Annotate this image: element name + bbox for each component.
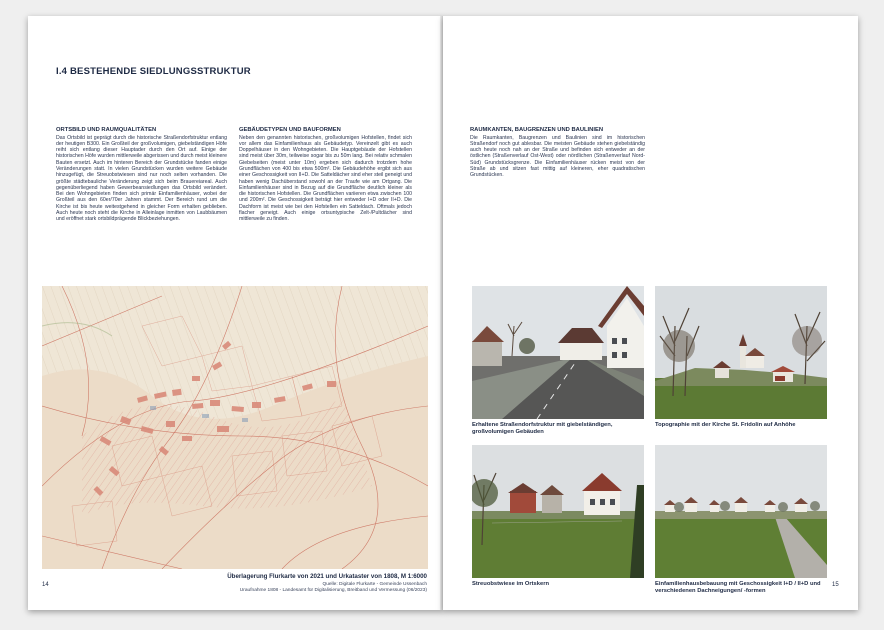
column-heading: GEBÄUDETYPEN UND BAUFORMEN	[239, 127, 341, 133]
photo-single-family-houses	[655, 445, 827, 578]
photo-caption: Streuobstwiese im Ortskern	[472, 581, 549, 587]
column-text: Neben den genannten historischen, großvolumigen Hofstellen, findet sich vor allem das Einfamilienhaus als Gebäudetyp. Vereinzelt gibt es auch Doppelhäuser in den Wohngebieten. Die Hauptgebäude der Hofstellen sind meist über 30m, teilweise sogar bis zu 50m lang. Bei relativ schmalen Giebelseiten (meist unter 10m) ergeben sich dadurch trotzdem hohe Grundflächen von 400 bis etwa 500m². Die Gebäudehöhe ergibt sich aus einer Geschossigkeit von II+D. Die Satteldächer sind eher steil geneigt und haben wenig Dachüberstand sowohl an der Traufe wie am Ortgang. Die Einfamilienhäuser sind in Bezug auf die Grundfläche deutlich kleiner als die historischen Hofstellen. Die Grundflächen variieren etwa zwischen 100 und 200m². Die Geschossigkeit beträgt hier entweder I+D oder II+D. Die Dachform ist meist wie bei den Hofstellen ein Satteldach. Oftmals jedoch flacher geneigt. Auch einige ortsuntypische Zelt-/Pultdächer sind mittlerweile zu finden.	[239, 134, 412, 223]
historic-map-image	[42, 286, 428, 569]
page-number-left: 14	[42, 582, 49, 588]
map-source-line: Quelle: Digitale Flurkarte - Gemeinde Ussenbach	[322, 582, 427, 587]
page-number-right: 15	[832, 582, 839, 588]
column-heading: ORTSBILD UND RAUMQUALITÄTEN	[56, 127, 157, 133]
photo-street	[472, 286, 644, 419]
column-heading: RAUMKANTEN, BAUGRENZEN UND BAULINIEN	[470, 127, 604, 133]
photo-caption: Topographie mit der Kirche St. Fridolin auf Anhöhe	[655, 422, 796, 428]
column-text: Die Raumkanten, Baugrenzen und Baulinien sind im historischen Straßendorf noch gut ablesbar. Die meisten Gebäude stehen giebelständig auch heute noch nah an der Straße und befinden sich entweder an der östlichen (Straßenverlauf Ost-West) oder nördlichen (Straßenverlauf Nord- Süd) Grundstücksgrenze. Die Einfamilienhäuser rücken meist von der Straße ab und sitzen fast mittig auf kleineren, eher quadratischen Grundstücken.	[470, 134, 645, 179]
photo-caption: Erhaltene Straßendorfstruktur mit giebelständigen, großvolumigen Gebäuden	[472, 422, 613, 435]
column-text: Das Ortsbild ist geprägt durch die historische Straßendorfstruktur entlang der heutigen B300. Ein Großteil der großvolumigen, giebelständigen Höfe reiht sich entlang dieser Hauptader durch den Ort auf. Einige der historischen Höfe wurden mittlerweile abgerissen und durch meist kleinere Bauten ersetzt. Auch im hinteren Bereich der Grundstücke fanden einige Veränderungen statt. In vielen Grundstücken wurden weitere Gebäude hinzugefügt, die Streuobstwiesen sind nur noch selten vorhanden. Die größte städtebauliche Veränderung zeigt sich beim Brauereiareal. Auch gegenüberliegend haben Gewerbeansiedlungen das Ortsbild verändert. Bei den Wohngebieten finden sich primär Einfamilienhäuser, wobei der Großteil aus den 60er/70er Jahren stammt. Der Bereich rund um die Kirche ist bis heute weitestgehend in gleicher Form erhalten geblieben. Auch heute noch steht die Kirche in Alleinlage inmitten von Laubbäumen und eröffnet stark ortsbildprägende Blickbeziehungen.	[56, 134, 227, 223]
map-caption: Überlagerung Flurkarte von 2021 und Urkataster von 1808, M 1:6000	[227, 573, 427, 580]
section-title: I.4 BESTEHENDE SIEDLUNGSSTRUKTUR	[56, 66, 251, 77]
right-page	[443, 16, 858, 610]
photo-caption: Einfamilienhausbebauung mit Geschossigkeit I+D / II+D und verschiedenen Dachneigungen/ -formen	[655, 581, 821, 594]
left-page	[28, 16, 443, 610]
map-source	[240, 582, 427, 595]
photo-orchard-meadow	[472, 445, 644, 578]
text-column-raumkanten	[470, 127, 645, 179]
text-column-ortsbild	[56, 127, 227, 223]
photo-church-hill	[655, 286, 827, 419]
text-column-gebaeudetypen	[239, 127, 412, 223]
map-source-line: Uraufnahme 1808 - Landesamt für Digitalisierung, Breitband und Vermessung (06/2023)	[239, 588, 427, 594]
